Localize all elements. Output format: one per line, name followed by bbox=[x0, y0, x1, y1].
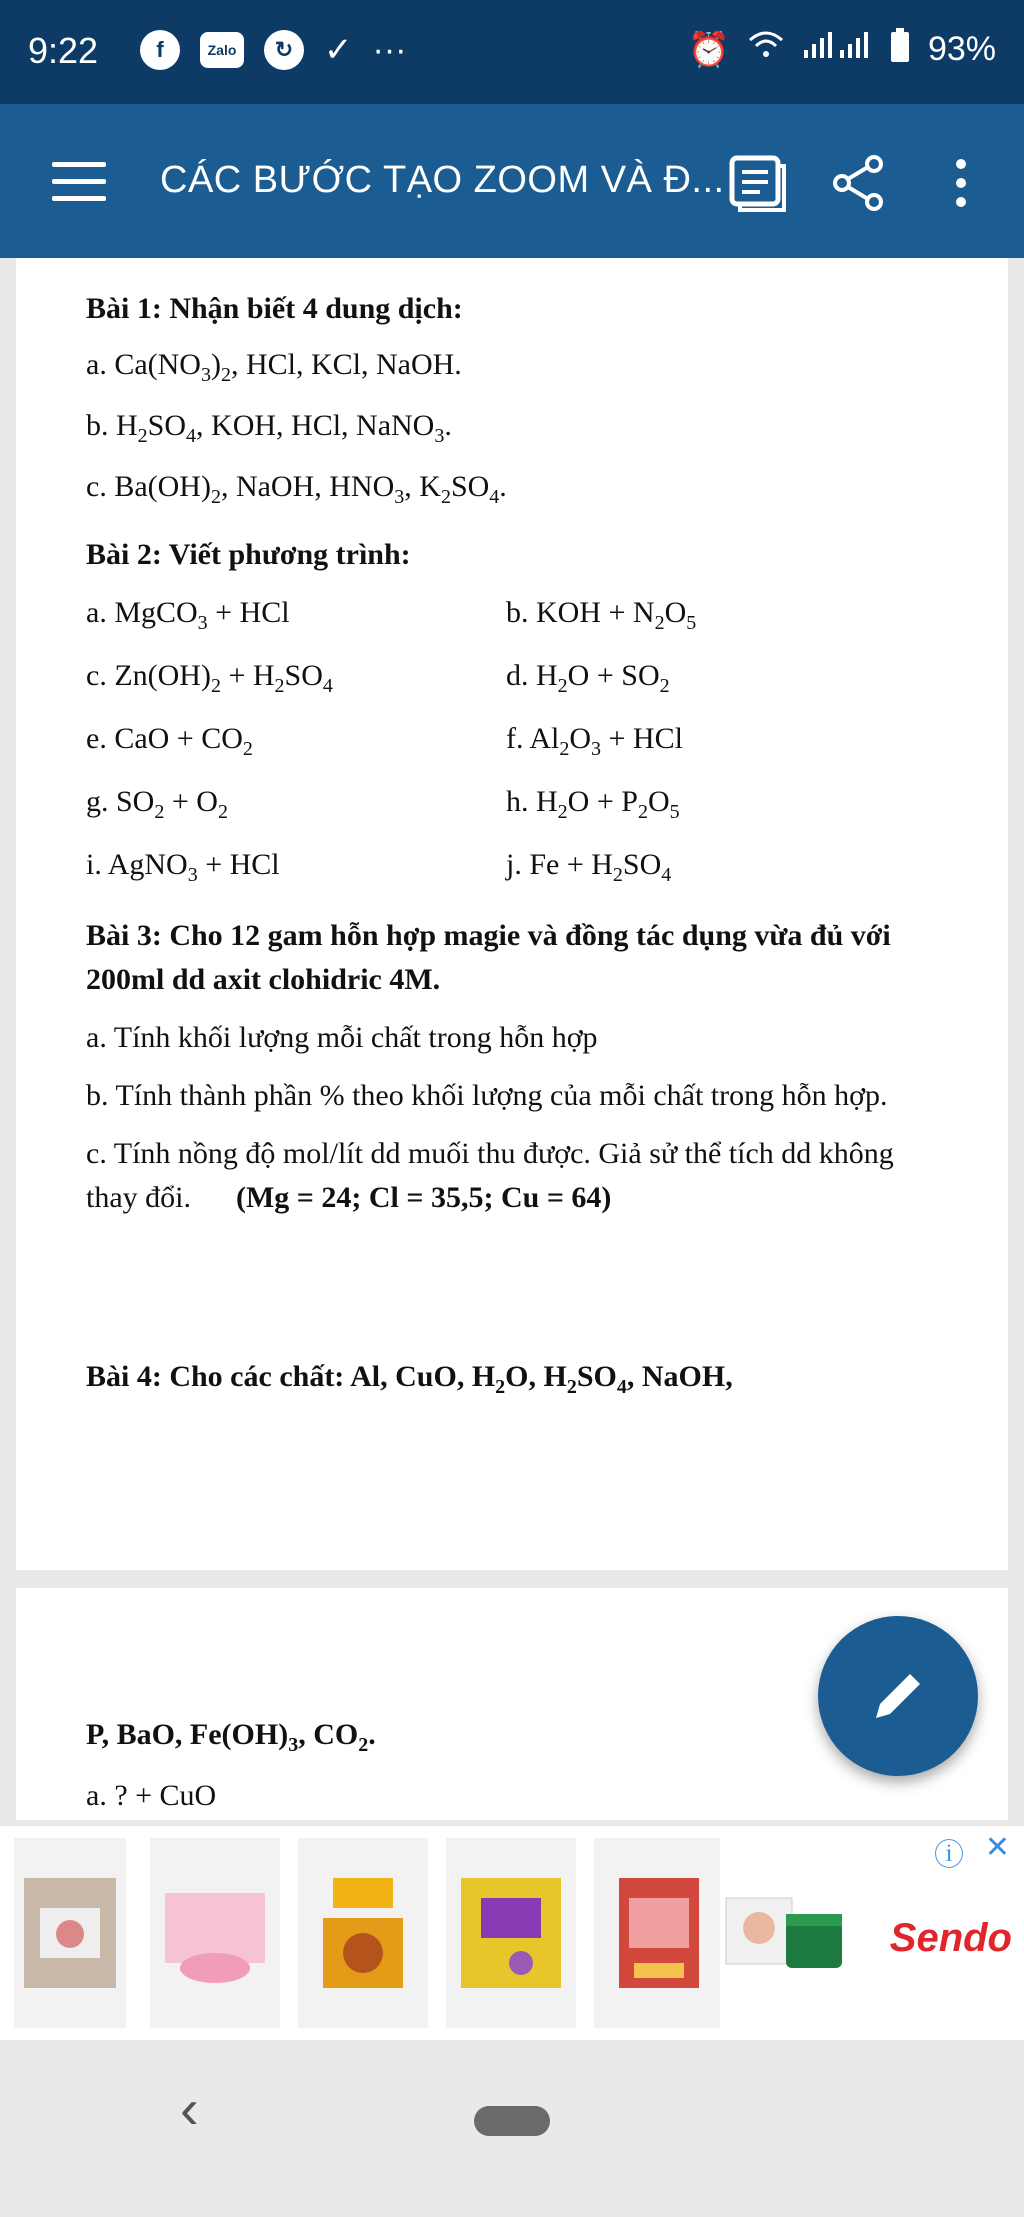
bai2-j: j. $Fe + H_2SO_4$ bbox=[506, 848, 672, 886]
system-nav-bar bbox=[0, 2040, 1024, 2217]
bai2-heading: Bài 2: Viết phương trình: bbox=[86, 538, 411, 571]
document-page-1 bbox=[16, 258, 1008, 1570]
ad-product-tile[interactable] bbox=[594, 1838, 724, 2028]
bai4-continuation: P, BaO, $Fe(OH)_3$, $CO_2$. bbox=[86, 1718, 376, 1756]
ad-product-tile[interactable] bbox=[150, 1838, 280, 2028]
facebook-icon: f bbox=[140, 30, 180, 70]
bai3-heading: Bài 3: Cho 12 gam hỗn hợp magie và đồng tác dụng vừa đủ với 200ml dd axit clohidric 4M. bbox=[86, 919, 891, 996]
bai4-cont-block bbox=[86, 1718, 376, 1813]
check-icon: ✓ bbox=[324, 31, 353, 69]
ad-banner[interactable] bbox=[0, 1826, 1024, 2040]
sync-icon: ↻ bbox=[264, 30, 304, 70]
bai1-c: c. $Ba(OH)_2$, NaOH, $HNO_3$, $K_2SO_4$. bbox=[86, 470, 507, 508]
bai4-heading: Bài 4: Cho các chất: Al, CuO, $H_2O$, $H_2SO_4$, NaOH, bbox=[86, 1360, 733, 1398]
bai3-c: c. Tính nồng độ mol/lít dd muối thu được. Giả sử thể tích dd không thay đổi. (Mg = 24; Cl = 35,5; Cu = 64) bbox=[86, 1137, 894, 1214]
bai3-a: a. Tính khối lượng mỗi chất trong hỗn hợp bbox=[86, 1021, 598, 1054]
bai2-row-ab bbox=[86, 596, 946, 635]
bai2-h: h. $H_2O + P_2O_5$ bbox=[506, 785, 680, 823]
bai2-g: g. $SO_2 + O_2$ bbox=[86, 785, 228, 823]
bai2-row-gh bbox=[86, 785, 946, 824]
bai2-row-ef bbox=[86, 722, 946, 761]
bai1-heading: Bài 1: Nhận biết 4 dung dịch: bbox=[86, 292, 463, 325]
zalo-icon: Zalo bbox=[200, 32, 244, 68]
ad-brand-logo: Sendo bbox=[889, 1916, 1012, 1960]
battery-icon bbox=[890, 28, 910, 71]
bai3-b: b. Tính thành phần % theo khối lượng của mỗi chất trong hỗn hợp. bbox=[86, 1079, 888, 1112]
bai2-d: d. $H_2O + SO_2$ bbox=[506, 659, 670, 697]
edit-fab-button[interactable] bbox=[818, 1616, 978, 1776]
back-icon[interactable]: ‹ bbox=[180, 2077, 199, 2140]
ad-info-icon[interactable]: ⓘ bbox=[934, 1839, 964, 1872]
alarm-icon: ⏰ bbox=[687, 30, 730, 69]
more-icon: ··· bbox=[372, 31, 407, 69]
bai3-block bbox=[86, 914, 906, 1220]
status-time: 9:22 bbox=[28, 30, 99, 71]
more-vert-icon[interactable] bbox=[930, 152, 992, 214]
app-bar bbox=[0, 104, 1024, 258]
ad-product-tile[interactable] bbox=[446, 1838, 576, 2028]
bai2-row-ij bbox=[86, 848, 946, 887]
reader-mode-icon[interactable] bbox=[726, 152, 788, 214]
bai2-i: i. AgNO$_3$ + HCl bbox=[86, 848, 280, 886]
bai2-b: b. KOH + $N_2O_5$ bbox=[506, 596, 697, 634]
bai2-c: c. $Zn(OH)_2 + H_2SO_4$ bbox=[86, 659, 333, 697]
bai2-block bbox=[86, 538, 946, 887]
bai2-f: f. $Al_2O_3$ + HCl bbox=[506, 722, 683, 760]
bai2-row-cd bbox=[86, 659, 946, 698]
bai2-a: a. MgCO$_3$ + HCl bbox=[86, 596, 290, 634]
atomic-masses: (Mg = 24; Cl = 35,5; Cu = 64) bbox=[236, 1181, 612, 1214]
ad-product-tile[interactable] bbox=[720, 1838, 850, 2028]
ad-product-tile[interactable] bbox=[298, 1838, 428, 2028]
bai1-b: b. $H_2SO_4$, KOH, HCl, NaNO$_3$. bbox=[86, 409, 452, 447]
wifi-icon bbox=[748, 30, 784, 69]
share-icon[interactable] bbox=[828, 152, 890, 214]
ad-close-icon[interactable]: ✕ bbox=[984, 1831, 1010, 1864]
battery-percent: 93% bbox=[927, 30, 996, 68]
home-pill-button[interactable] bbox=[474, 2106, 550, 2136]
ad-product-tile[interactable] bbox=[14, 1838, 126, 2028]
bai2-e: e. CaO + $CO_2$ bbox=[86, 722, 253, 760]
bai1-block bbox=[86, 292, 507, 509]
bai4-heading-block bbox=[86, 1360, 733, 1399]
menu-icon[interactable] bbox=[52, 162, 106, 202]
status-bar bbox=[0, 0, 1024, 104]
pencil-icon bbox=[866, 1664, 930, 1728]
signal-icon bbox=[802, 30, 872, 69]
status-icons-left bbox=[140, 30, 406, 70]
bai4-a: a. ? + CuO bbox=[86, 1779, 217, 1812]
page-title: CÁC BƯỚC TẠO ZOOM VÀ Đ... bbox=[160, 159, 725, 201]
bai1-a: a. $Ca(NO_3)_2$, HCl, KCl, NaOH. bbox=[86, 348, 462, 386]
status-icons-right bbox=[688, 28, 996, 71]
